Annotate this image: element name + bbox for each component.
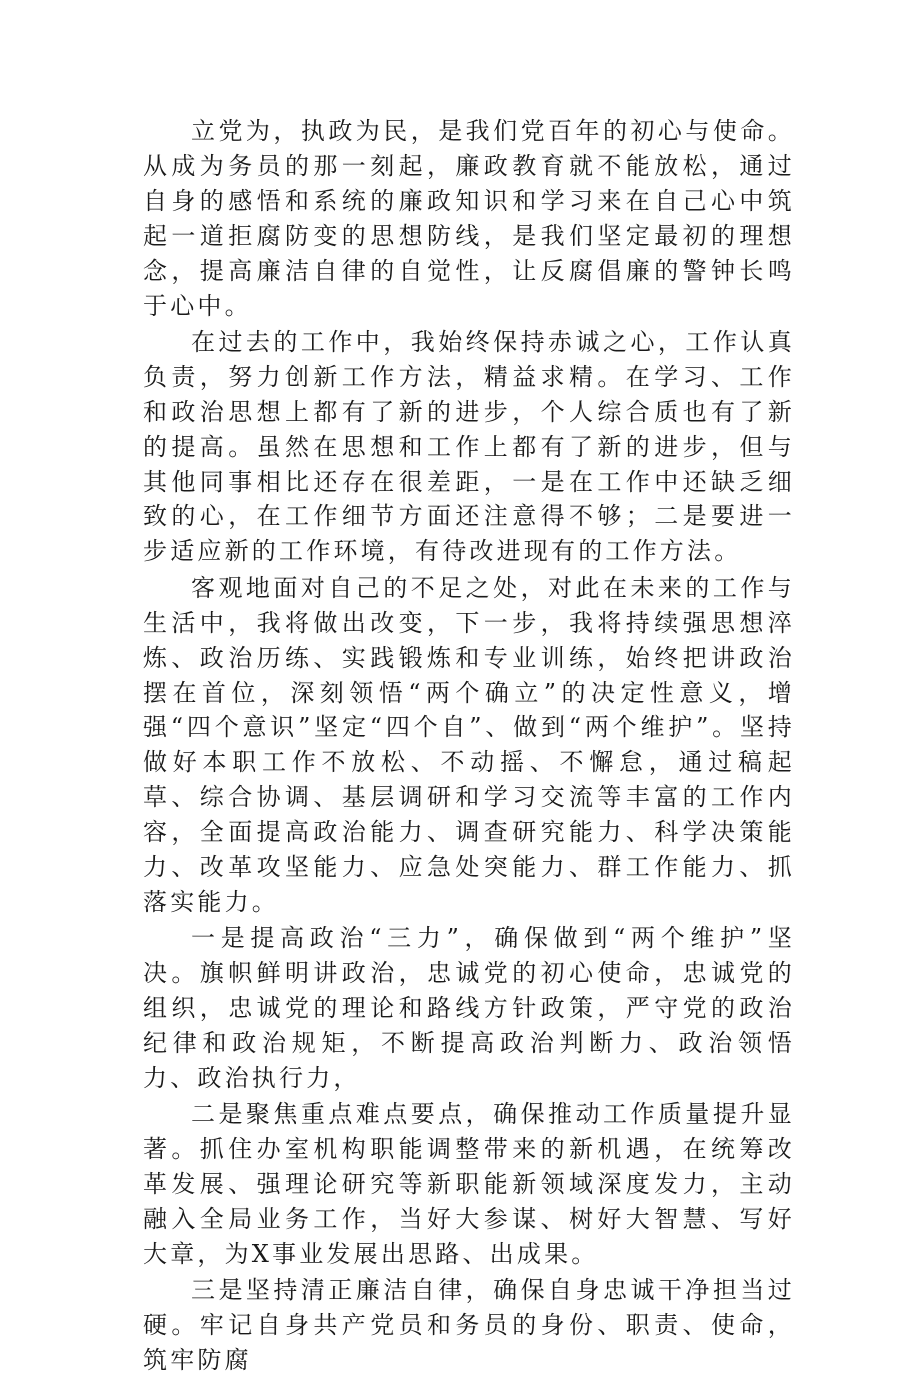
paragraph-5: 二是聚焦重点难点要点，确保推动工作质量提升显著。抓住办室机构职能调整带来的新机遇，在统筹改革发展、强理论研究等新职能新领域深度发力，主动融入全局业务工作，当好大参谋、树好大智慧、写好大章，为X事业发展出思路、出成果。 [143,1100,795,1268]
paragraph-4: 一是提高政治“三力”，确保做到“两个维护”坚决。旗帜鲜明讲政治，忠诚党的初心使命，忠诚党的组织，忠诚党的理论和路线方针政策，严守党的政治纪律和政治规矩，不断提高政治判断力、政治领悟力、政治执行力， [143,924,795,1092]
paragraph-2: 在过去的工作中，我始终保持赤诚之心，工作认真负责，努力创新工作方法，精益求精。在学习、工作和政治思想上都有了新的进步，个人综合质也有了新的提高。虽然在思想和工作上都有了新的进步，但与其他同事相比还存在很差距，一是在工作中还缺乏细致的心，在工作细节方面还注意得不够；二是要进一步适应新的工作环境，有待改进现有的工作方法。 [143,327,795,566]
paragraph-3: 客观地面对自己的不足之处，对此在未来的工作与生活中，我将做出改变，下一步，我将持续强思想淬炼、政治历练、实践锻炼和专业训练，始终把讲政治摆在首位，深刻领悟“两个确立”的决定性意义，增强“四个意识”坚定“四个自”、做到“两个维护”。坚持做好本职工作不放松、不动摇、不懈怠，通过稿起草、综合协调、基层调研和学习交流等丰富的工作内容，全面提高政治能力、调查研究能力、科学决策能力、改革攻坚能力、应急处突能力、群工作能力、抓落实能力。 [143,573,795,916]
paragraph-1: 立党为，执政为民，是我们党百年的初心与使命。从成为务员的那一刻起，廉政教育就不能放松，通过自身的感悟和系统的廉政知识和学习来在自己心中筑起一道拒腐防变的思想防线，是我们坚定最初的理想念，提高廉洁自律的自觉性，让反腐倡廉的警钟长鸣于心中。 [143,117,795,320]
document-body [143,114,795,1380]
paragraph-6: 三是坚持清正廉洁自律，确保自身忠诚干净担当过硬。牢记自身共产党员和务员的身份、职责、使命，筑牢防腐 [143,1276,795,1375]
